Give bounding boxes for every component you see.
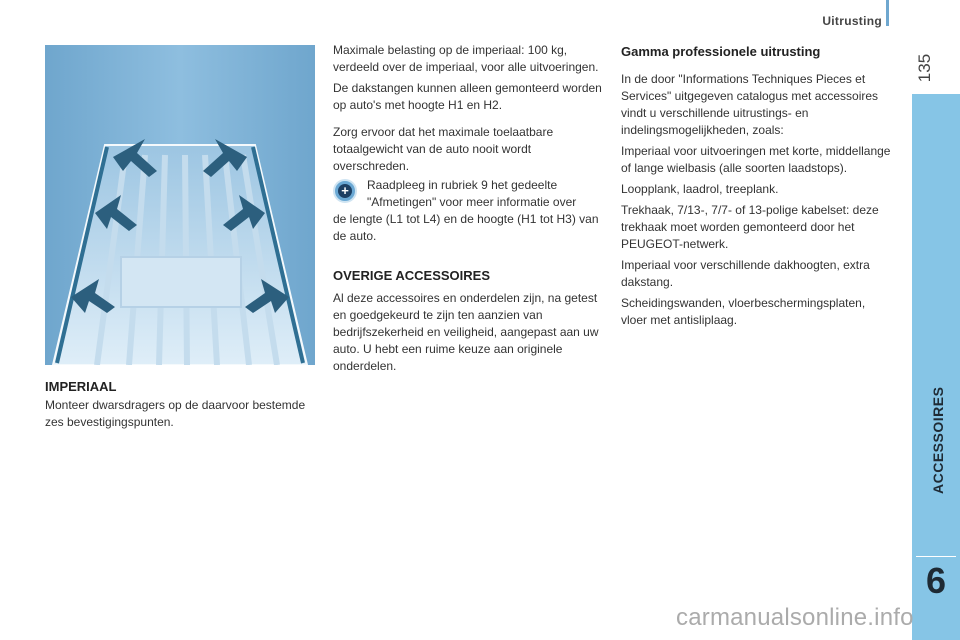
chapter-tab	[912, 94, 960, 640]
page-number: 135	[915, 53, 934, 83]
partitions-text: Scheidingswanden, vloerbeschermingsplaten, vloer met antisliplaag.	[621, 296, 866, 327]
right-column	[621, 44, 893, 333]
info-note	[333, 177, 605, 211]
other-accessories-heading: OVERIGE ACCESSOIRES	[333, 268, 490, 283]
roof-rack-text: Monteer dwarsdragers op de daarvoor bestemde zes bevestigingspunten.	[45, 398, 306, 429]
watermark: carmanualsonline.info	[676, 604, 914, 631]
load-limit-text: Maximale belasting op de imperiaal: 100 kg, verdeeld over de imperiaal, voor alle uitvoeringen.	[333, 43, 599, 74]
catalogue-text: In de door "Informations Techniques Pieces et Services" uitgegeven catalogus met accessoires vindt u verschillende uitrustings- en indelingsmogelijkheden, zoals:	[621, 72, 879, 137]
roof-vent	[121, 257, 241, 307]
professional-equipment-heading: Gamma professionele uitrusting	[621, 44, 821, 59]
info-note-tail: de lengte (L1 tot L4) en de hoogte (H1 tot H3) van de auto.	[333, 212, 599, 243]
roof-rack-versions-text: Imperiaal voor uitvoeringen met korte, middellange of lange wielbasis (alle soorten laadstops).	[621, 144, 891, 175]
chapter-label: ACCESSOIRES	[930, 386, 946, 494]
roof-rack-heading: IMPERIAAL	[45, 379, 117, 394]
running-header: Uitrusting	[822, 14, 882, 28]
plus-circle-icon: +	[333, 179, 357, 203]
roof-bars-text: De dakstangen kunnen alleen gemonteerd worden op auto's met hoogte H1 en H2.	[333, 81, 602, 112]
info-note-lead: Raadpleeg in rubriek 9 het gedeelte "Afmetingen" voor meer informatie over	[367, 178, 577, 209]
middle-column	[333, 42, 605, 379]
roof-rack-section	[45, 378, 315, 435]
roof-rack-illustration	[45, 45, 315, 365]
loading-aids-text: Loopplank, laadrol, treeplank.	[621, 182, 779, 196]
header-rule	[886, 0, 889, 26]
roof-heights-text: Imperiaal voor verschillende dakhoogten, extra dakstang.	[621, 258, 870, 289]
towbar-text: Trekhaak, 7/13-, 7/7- of 13-polige kabelset: deze trekhaak moet worden gemonteerd door het PEUGEOT-netwerk.	[621, 203, 879, 251]
weight-warning-text: Zorg ervoor dat het maximale toelaatbare totaalgewicht van de auto nooit wordt overschreden.	[333, 125, 554, 173]
other-accessories-text: Al deze accessoires en onderdelen zijn, na getest en goedgekeurd te zijn ten aanzien van bedrijfszekerheid en veiligheid, aangepast aan uw auto. U hebt een ruime keuze aan originele onderdelen.	[333, 291, 599, 373]
chapter-divider	[916, 556, 956, 557]
chapter-number: 6	[925, 560, 947, 601]
